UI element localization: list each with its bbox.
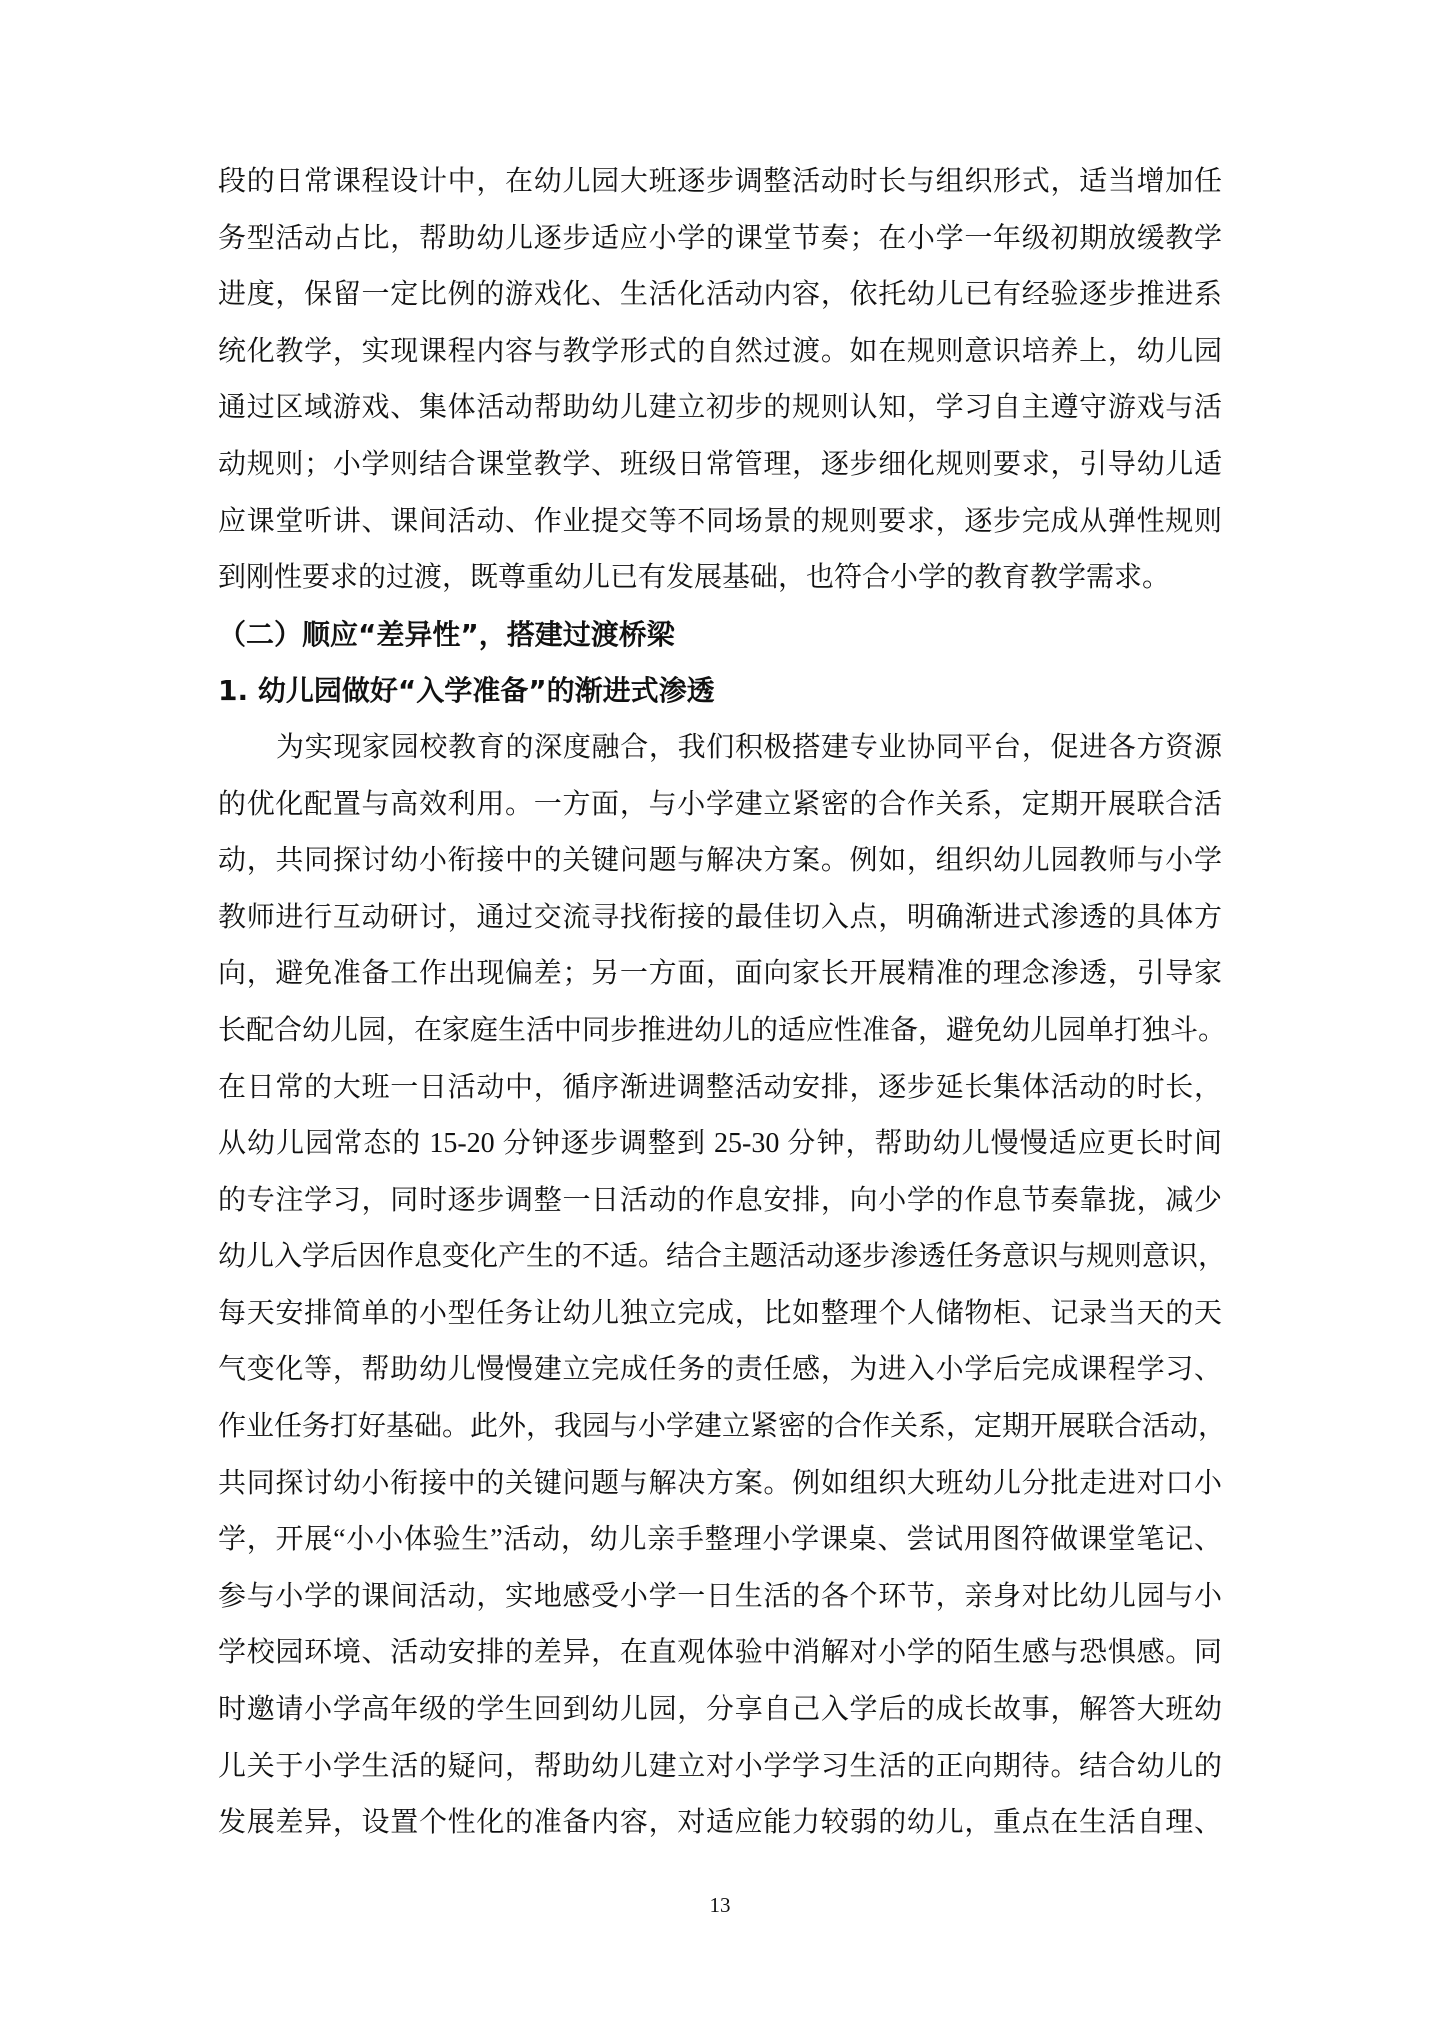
body-line: 务型活动占比，帮助幼儿逐步适应小学的课堂节奏；在小学一年级初期放缓教学	[218, 222, 1222, 254]
body-line: 段的日常课程设计中，在幼儿园大班逐步调整活动时长与组织形式，适当增加任	[218, 166, 1222, 197]
body-line: 向，避免准备工作出现偏差；另一方面，面向家长开展精准的理念渗透，引导家	[218, 958, 1222, 990]
page-number: 13	[709, 1893, 731, 1917]
body-line: 的优化配置与高效利用。一方面，与小学建立紧密的合作关系，定期开展联合活	[218, 788, 1222, 820]
body-line: 长配合幼儿园，在家庭生活中同步推进幼儿的适应性准备，避免幼儿园单打独斗。	[218, 1014, 1227, 1046]
body-line: 在日常的大班一日活动中，循序渐进调整活动安排，逐步延长集体活动的时长，	[218, 1071, 1222, 1103]
body-line-paragraph-start: 为实现家园校教育的深度融合，我们积极搭建专业协同平台，促进各方资源	[276, 731, 1222, 763]
body-line: 发展差异，设置个性化的准备内容，对适应能力较弱的幼儿，重点在生活自理、	[218, 1807, 1222, 1839]
body-line: 动规则；小学则结合课堂教学、班级日常管理，逐步细化规则要求，引导幼儿适	[218, 448, 1222, 480]
subsection-heading: 1. 幼儿园做好“入学准备”的渐进式渗透	[218, 674, 715, 708]
body-line: 气变化等，帮助幼儿慢慢建立完成任务的责任感，为进入小学后完成课程学习、	[218, 1354, 1222, 1386]
body-line: 通过区域游戏、集体活动帮助幼儿建立初步的规则认知，学习自主遵守游戏与活	[218, 392, 1222, 424]
body-line: 统化教学，实现课程内容与教学形式的自然过渡。如在规则意识培养上，幼儿园	[218, 335, 1222, 367]
body-line: 学，开展“小小体验生”活动，幼儿亲手整理小学课桌、尝试用图符做课堂笔记、	[218, 1524, 1222, 1556]
body-line-paragraph-end: 到刚性要求的过渡，既尊重幼儿已有发展基础，也符合小学的教育教学需求。	[218, 562, 1171, 594]
body-line: 共同探讨幼小衔接中的关键问题与解决方案。例如组织大班幼儿分批走进对口小	[218, 1467, 1222, 1499]
body-line: 动，共同探讨幼小衔接中的关键问题与解决方案。例如，组织幼儿园教师与小学	[218, 845, 1222, 877]
body-line: 从幼儿园常态的 15-20 分钟逐步调整到 25-30 分钟，帮助幼儿慢慢适应更长时间	[218, 1128, 1222, 1160]
document-body	[218, 154, 1227, 1852]
body-line: 应课堂听讲、课间活动、作业提交等不同场景的规则要求，逐步完成从弹性规则	[218, 505, 1222, 537]
body-line: 作业任务打好基础。此外，我园与小学建立紧密的合作关系，定期开展联合活动，	[218, 1411, 1227, 1443]
body-line: 每天安排简单的小型任务让幼儿独立完成，比如整理个人储物柜、记录当天的天	[218, 1297, 1222, 1329]
body-line: 参与小学的课间活动，实地感受小学一日生活的各个环节，亲身对比幼儿园与小	[218, 1580, 1222, 1612]
section-heading: （二）顺应“差异性”，搭建过渡桥梁	[218, 617, 675, 651]
body-line: 的专注学习，同时逐步调整一日活动的作息安排，向小学的作息节奏靠拢，减少	[218, 1184, 1222, 1216]
body-line: 幼儿入学后因作息变化产生的不适。结合主题活动逐步渗透任务意识与规则意识，	[218, 1241, 1227, 1273]
body-line: 学校园环境、活动安排的差异，在直观体验中消解对小学的陌生感与恐惧感。同	[218, 1637, 1222, 1669]
body-line: 时邀请小学高年级的学生回到幼儿园，分享自己入学后的成长故事，解答大班幼	[218, 1694, 1222, 1726]
body-line: 教师进行互动研讨，通过交流寻找衔接的最佳切入点，明确渐进式渗透的具体方	[218, 901, 1222, 933]
body-line: 儿关于小学生活的疑问，帮助幼儿建立对小学学习生活的正向期待。结合幼儿的	[218, 1750, 1222, 1782]
body-line: 进度，保留一定比例的游戏化、生活化活动内容，依托幼儿已有经验逐步推进系	[218, 279, 1222, 311]
